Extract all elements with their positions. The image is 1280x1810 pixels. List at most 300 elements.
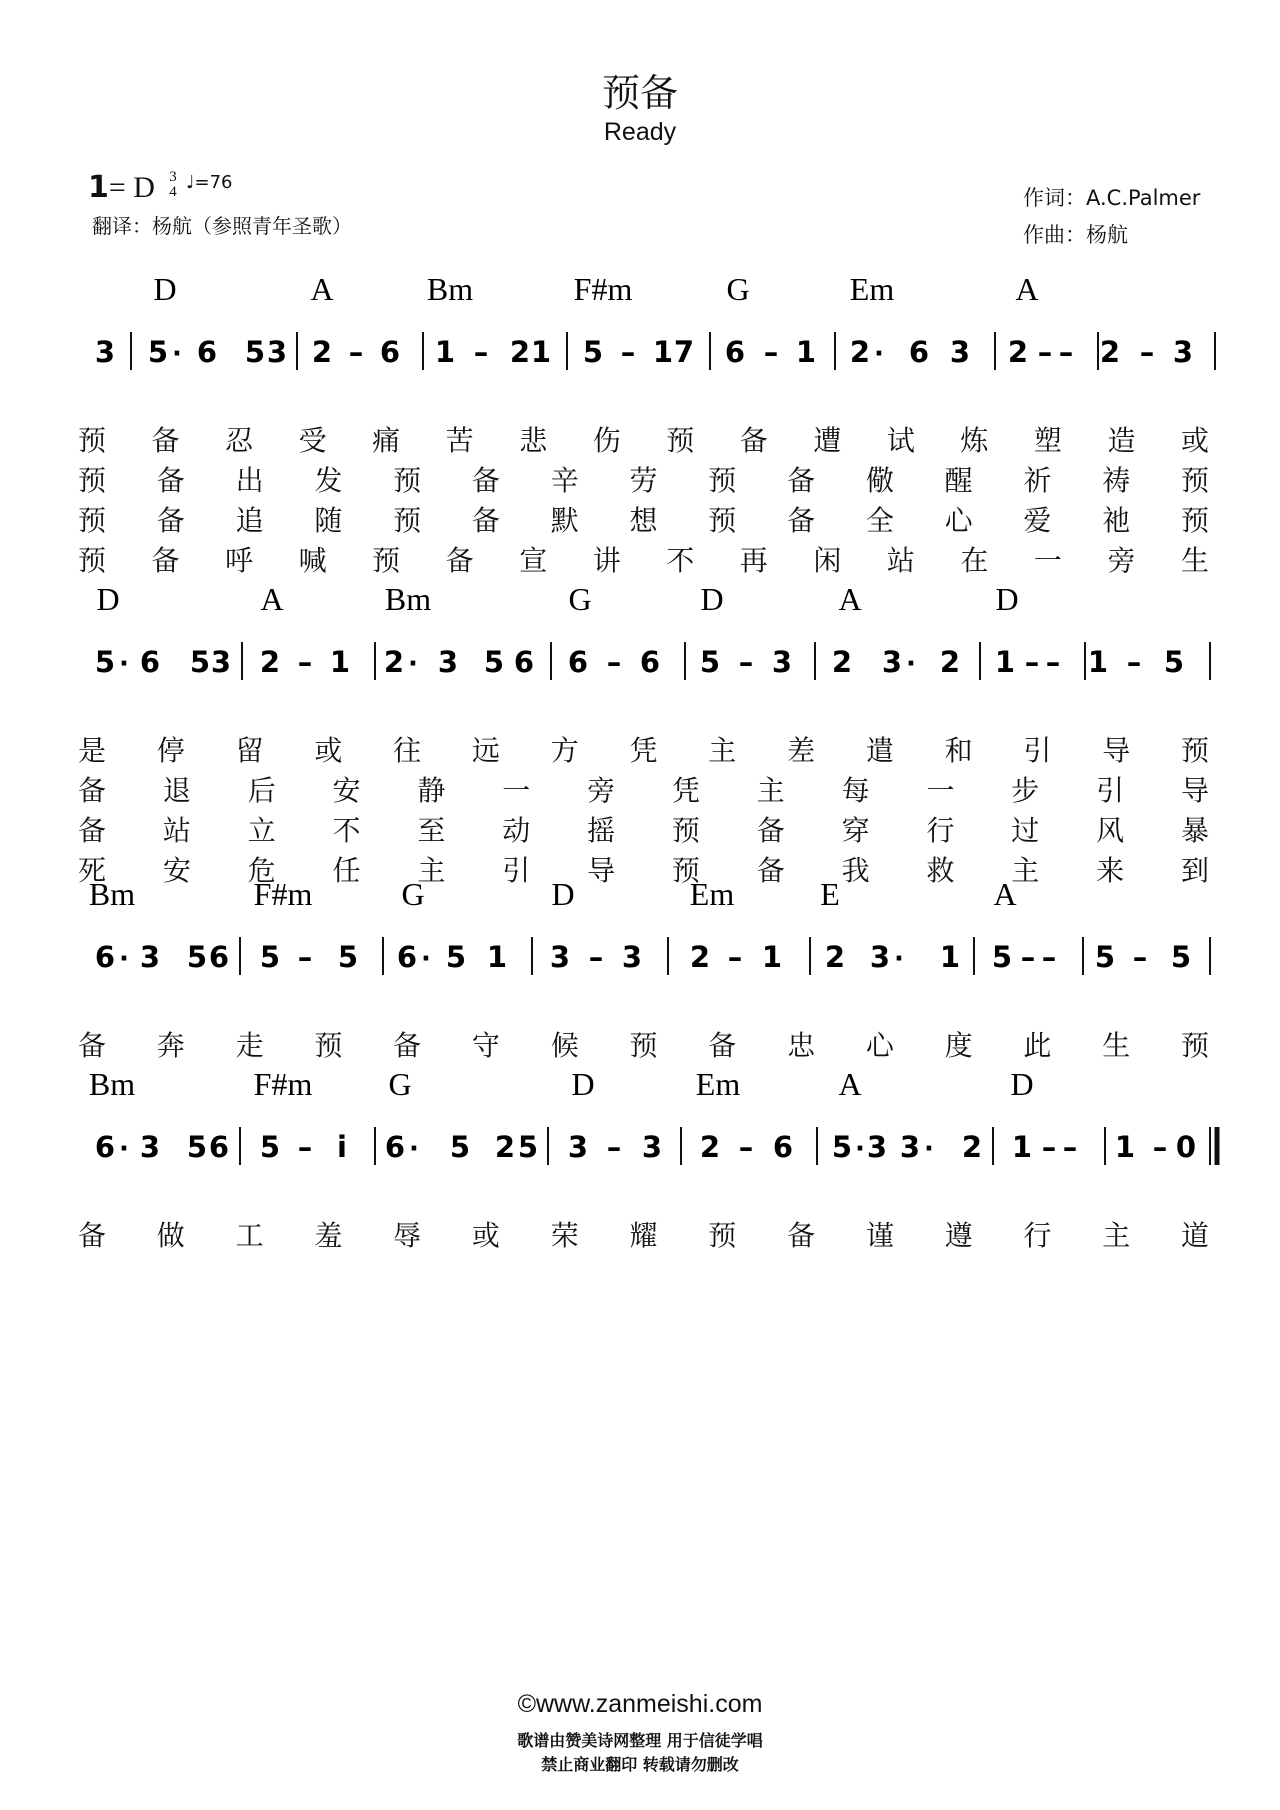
note: 2 xyxy=(689,940,711,974)
lyric-char: 暴 xyxy=(1181,814,1210,847)
note: 5 xyxy=(244,335,266,369)
note: 6 xyxy=(139,645,161,679)
note: 2 xyxy=(259,645,281,679)
chord-symbol: A xyxy=(1015,271,1039,307)
lyric-char: 方 xyxy=(550,734,579,767)
lyric-char: 遵 xyxy=(944,1219,973,1252)
lyric-char: 备 xyxy=(787,1219,816,1252)
lyric-char: 痛 xyxy=(372,424,401,457)
lyric-char: 引 xyxy=(502,854,531,887)
note: 3 xyxy=(1172,335,1194,369)
lyric-char: 退 xyxy=(162,774,191,807)
lyric-char: 心 xyxy=(865,1029,894,1062)
translator-credit: 翻译：杨航（参照青年圣歌） xyxy=(92,214,352,238)
lyric-char: 一 xyxy=(1033,544,1062,577)
footer-website xyxy=(0,1690,1280,1719)
chord-symbol: D xyxy=(96,581,120,617)
lyric-char: 远 xyxy=(471,734,500,767)
note: 6 xyxy=(384,1130,406,1164)
note: 3 xyxy=(641,1130,663,1164)
lyric-char: 预 xyxy=(78,424,107,457)
lyric-char: 不 xyxy=(332,814,361,847)
lyric-char: 塑 xyxy=(1033,424,1062,457)
lyric-char: 预 xyxy=(708,504,737,537)
dash-extension: – xyxy=(348,335,364,369)
lyric-char: 我 xyxy=(841,854,870,887)
lyric-char: 预 xyxy=(1181,504,1210,537)
lyric-char: 预 xyxy=(1181,734,1210,767)
note: 1 xyxy=(939,940,961,974)
dash-extension: – xyxy=(1062,1130,1078,1164)
chord-symbol: D xyxy=(153,271,177,307)
note: 2 xyxy=(311,335,333,369)
lyric-char: 预 xyxy=(393,464,422,497)
lyric-char: 备 xyxy=(151,424,180,457)
chord-symbol: Em xyxy=(689,876,735,912)
dash-extension: – xyxy=(1132,940,1148,974)
lyric-char: 做 xyxy=(156,1219,185,1252)
lyric-char: 生 xyxy=(1181,544,1210,577)
lyric-char: 差 xyxy=(787,734,816,767)
lyric-char: 站 xyxy=(162,814,191,847)
augmentation-dot: · xyxy=(119,944,129,974)
augmentation-dot: · xyxy=(119,649,129,679)
note: 5 xyxy=(147,335,169,369)
dash-extension: – xyxy=(620,335,636,369)
lyric-char: 备 xyxy=(156,464,185,497)
lyric-char: 穿 xyxy=(841,814,870,847)
chord-symbol: D xyxy=(995,581,1019,617)
lyric-char: 备 xyxy=(78,1219,107,1252)
lyric-char: 预 xyxy=(78,504,107,537)
lyric-char: 主 xyxy=(1102,1219,1131,1252)
note: 1 xyxy=(652,335,674,369)
note: 5 xyxy=(991,940,1013,974)
dash-extension: – xyxy=(473,335,489,369)
augmentation-dot: · xyxy=(409,1134,419,1164)
augmentation-dot: · xyxy=(924,1134,934,1164)
note: 3 xyxy=(567,1130,589,1164)
lyric-char: 预 xyxy=(78,544,107,577)
note: 5 xyxy=(259,1130,281,1164)
chord-symbol: A xyxy=(993,876,1017,912)
lyric-char: 再 xyxy=(739,544,768,577)
lyric-char: 备 xyxy=(393,1029,422,1062)
lyric-char: 引 xyxy=(1023,734,1052,767)
lyric-char: 往 xyxy=(393,734,422,767)
lyric-char: 站 xyxy=(886,544,915,577)
lyric-char: 安 xyxy=(332,774,361,807)
lyric-char: 遭 xyxy=(813,424,842,457)
lyric-char: 行 xyxy=(926,814,955,847)
note: 6 xyxy=(724,335,746,369)
lyric-char: 祷 xyxy=(1102,464,1131,497)
chord-symbol: Bm xyxy=(426,271,474,307)
note: 3 xyxy=(621,940,643,974)
note: 3 xyxy=(866,1130,888,1164)
footer-note-1: 歌谱由赞美诗网整理 用于信徒学唱 xyxy=(517,1731,763,1750)
lyric-char: 备 xyxy=(708,1029,737,1062)
lyric-char: 生 xyxy=(1102,1029,1131,1062)
lyric-char: 备 xyxy=(78,1029,107,1062)
lyric-char: 备 xyxy=(471,464,500,497)
lyric-char: 过 xyxy=(1011,814,1040,847)
note: 6 xyxy=(772,1130,794,1164)
chord-symbol: G xyxy=(388,1066,412,1102)
chord-symbol: Bm xyxy=(88,876,136,912)
footer-url-text[interactable]: www.zanmeishi.com xyxy=(535,1690,763,1718)
note: 2 xyxy=(509,335,531,369)
note: 6 xyxy=(396,940,418,974)
chord-symbol: F#m xyxy=(253,1066,313,1102)
lyric-char: 是 xyxy=(78,734,107,767)
note: 3 xyxy=(549,940,571,974)
chord-symbol: G xyxy=(726,271,750,307)
note: 1 xyxy=(486,940,508,974)
lyric-char: 备 xyxy=(445,544,474,577)
lyric-char: 安 xyxy=(162,854,191,887)
quarter-note-icon: ♩ xyxy=(186,172,195,193)
lyric-char: 炼 xyxy=(960,424,989,457)
note: 5 xyxy=(259,940,281,974)
chord-symbol: D xyxy=(1010,1066,1034,1102)
note: 3 xyxy=(899,1130,921,1164)
note: 3 xyxy=(210,645,232,679)
note: 2 xyxy=(824,940,846,974)
lyric-char: 耀 xyxy=(629,1219,658,1252)
augmentation-dot: · xyxy=(906,649,916,679)
note: 6 xyxy=(567,645,589,679)
dash-extension: – xyxy=(727,940,743,974)
note: 5 xyxy=(831,1130,853,1164)
lyric-char: 主 xyxy=(708,734,737,767)
lyric-char: 预 xyxy=(708,464,737,497)
lyric-char: 预 xyxy=(666,424,695,457)
note: 3 xyxy=(869,940,891,974)
note: 3 xyxy=(881,645,903,679)
time-bottom: 4 xyxy=(169,184,177,200)
lyric-char: 和 xyxy=(944,734,973,767)
lyric-char: 凭 xyxy=(671,774,700,807)
lyric-char: 道 xyxy=(1181,1219,1210,1252)
note: 3 xyxy=(266,335,288,369)
lyric-char: 走 xyxy=(235,1029,264,1062)
dash-extension: – xyxy=(1020,940,1036,974)
dash-extension: – xyxy=(1037,335,1053,369)
copyright-icon: © xyxy=(517,1690,536,1718)
note: 6 xyxy=(94,940,116,974)
lyric-char: 默 xyxy=(550,504,579,537)
note: 5 xyxy=(1170,940,1192,974)
note: 7 xyxy=(673,335,695,369)
chord-symbol: A xyxy=(260,581,284,617)
lyric-char: 爱 xyxy=(1023,504,1052,537)
note: 5 xyxy=(582,335,604,369)
chord-symbol: F#m xyxy=(573,271,633,307)
note: 6 xyxy=(908,335,930,369)
lyric-char: 任 xyxy=(332,854,361,887)
note: 1 xyxy=(1114,1130,1136,1164)
lyric-char: 动 xyxy=(502,814,531,847)
lyric-char: 在 xyxy=(960,544,989,577)
note: 1 xyxy=(795,335,817,369)
lyric-char: 到 xyxy=(1181,854,1210,887)
note: 5 xyxy=(483,645,505,679)
note: 6 xyxy=(196,335,218,369)
lyric-char: 风 xyxy=(1096,814,1125,847)
lyricist-credit: 作词：A.C.Palmer xyxy=(1023,186,1201,210)
lyric-char: 喊 xyxy=(298,544,327,577)
lyric-char: 来 xyxy=(1096,854,1125,887)
lyric-char: 每 xyxy=(841,774,870,807)
note: 1 xyxy=(329,645,351,679)
note: 5 xyxy=(186,1130,208,1164)
chord-symbol: A xyxy=(838,1066,862,1102)
lyric-char: 一 xyxy=(502,774,531,807)
lyric-char: 荣 xyxy=(550,1219,579,1252)
lyric-char: 出 xyxy=(235,464,264,497)
note: 3 xyxy=(94,335,116,369)
lyric-char: 劳 xyxy=(629,464,658,497)
key-number: 1 xyxy=(88,170,109,205)
lyric-char: 主 xyxy=(417,854,446,887)
note: 1 xyxy=(434,335,456,369)
lyric-char: 主 xyxy=(756,774,785,807)
lyric-char: 心 xyxy=(944,504,973,537)
chord-symbol: G xyxy=(401,876,425,912)
augmentation-dot: · xyxy=(119,1134,129,1164)
note: 2 xyxy=(831,645,853,679)
note: 0 xyxy=(1175,1130,1197,1164)
lyric-char: 受 xyxy=(298,424,327,457)
dash-extension: – xyxy=(1058,335,1074,369)
dash-extension: – xyxy=(606,645,622,679)
chord-symbol: A xyxy=(310,271,334,307)
note: 3 xyxy=(771,645,793,679)
lyric-char: 预 xyxy=(708,1219,737,1252)
note: 1 xyxy=(761,940,783,974)
song-subtitle: Ready xyxy=(603,118,677,146)
note: 5 xyxy=(189,645,211,679)
note: 2 xyxy=(699,1130,721,1164)
note: i xyxy=(337,1130,347,1164)
augmentation-dot: · xyxy=(855,1134,865,1164)
chord-symbol: Bm xyxy=(384,581,432,617)
note: 2 xyxy=(961,1130,983,1164)
dash-extension: – xyxy=(588,940,604,974)
dash-extension: – xyxy=(763,335,779,369)
lyric-char: 停 xyxy=(156,734,185,767)
augmentation-dot: · xyxy=(172,339,182,369)
dash-extension: – xyxy=(1139,335,1155,369)
note: 5 xyxy=(699,645,721,679)
lyric-char: 试 xyxy=(886,424,915,457)
chord-symbol: G xyxy=(568,581,592,617)
note: 2 xyxy=(1099,335,1121,369)
note: 2 xyxy=(939,645,961,679)
augmentation-dot: · xyxy=(421,944,431,974)
lyric-char: 至 xyxy=(417,814,446,847)
dash-extension: – xyxy=(738,1130,754,1164)
note: 3 xyxy=(139,1130,161,1164)
lyric-char: 遣 xyxy=(865,734,894,767)
lyric-char: 预 xyxy=(629,1029,658,1062)
lyric-char: 奔 xyxy=(156,1029,185,1062)
note: 3 xyxy=(139,940,161,974)
lyric-char: 预 xyxy=(314,1029,343,1062)
lyric-char: 伤 xyxy=(592,424,621,457)
lyric-char: 度 xyxy=(944,1029,973,1062)
lyric-char: 立 xyxy=(247,814,276,847)
lyric-char: 此 xyxy=(1023,1029,1052,1062)
lyric-char: 备 xyxy=(78,814,107,847)
dash-extension: – xyxy=(1126,645,1142,679)
lyric-char: 发 xyxy=(314,464,343,497)
lyric-char: 引 xyxy=(1096,774,1125,807)
lyric-char: 随 xyxy=(314,504,343,537)
lyric-char: 忠 xyxy=(787,1029,816,1062)
note: 2 xyxy=(383,645,405,679)
chord-symbol: F#m xyxy=(253,876,313,912)
key-equals: = xyxy=(108,171,126,204)
lyric-char: 追 xyxy=(235,504,264,537)
chord-symbol: Em xyxy=(695,1066,741,1102)
lyric-char: 苦 xyxy=(445,424,474,457)
note: 6 xyxy=(513,645,535,679)
lyric-char: 辱 xyxy=(393,1219,422,1252)
lyric-char: 呼 xyxy=(225,544,254,577)
lyric-char: 祈 xyxy=(1023,464,1052,497)
lyric-char: 备 xyxy=(756,814,785,847)
lyric-char: 工 xyxy=(235,1219,264,1252)
key-letter: D xyxy=(133,171,155,204)
note: 5 xyxy=(186,940,208,974)
note: 5 xyxy=(517,1130,539,1164)
lyric-char: 静 xyxy=(417,774,446,807)
lyric-char: 凭 xyxy=(629,734,658,767)
note: 2 xyxy=(494,1130,516,1164)
lyric-char: 全 xyxy=(865,504,894,537)
chord-symbol: Em xyxy=(849,271,895,307)
dash-extension: – xyxy=(606,1130,622,1164)
lyric-char: 备 xyxy=(787,504,816,537)
lyric-char: 想 xyxy=(629,504,658,537)
lyric-char: 一 xyxy=(926,774,955,807)
lyric-char: 备 xyxy=(151,544,180,577)
lyric-char: 备 xyxy=(756,854,785,887)
lyric-char: 危 xyxy=(247,854,276,887)
lyric-char: 备 xyxy=(787,464,816,497)
lyric-char: 旁 xyxy=(587,774,616,807)
note: 3 xyxy=(949,335,971,369)
song-title: 预备 xyxy=(601,71,678,115)
lyric-char: 或 xyxy=(1181,424,1210,457)
dash-extension: – xyxy=(297,645,313,679)
dash-extension: – xyxy=(738,645,754,679)
lyric-char: 候 xyxy=(550,1029,579,1062)
augmentation-dot: · xyxy=(408,649,418,679)
lyric-char: 死 xyxy=(78,854,107,887)
chord-symbol: D xyxy=(700,581,724,617)
lyric-char: 或 xyxy=(471,1219,500,1252)
lyric-char: 留 xyxy=(235,734,264,767)
tempo-value: =76 xyxy=(194,172,233,193)
note: 5 xyxy=(94,645,116,679)
dash-extension: – xyxy=(1045,645,1061,679)
lyric-char: 备 xyxy=(739,424,768,457)
lyric-char: 步 xyxy=(1011,774,1040,807)
lyric-char: 儆 xyxy=(865,464,894,497)
chord-symbol: Bm xyxy=(88,1066,136,1102)
lyric-char: 守 xyxy=(471,1029,500,1062)
note: 5 xyxy=(449,1130,471,1164)
chord-symbol: E xyxy=(820,876,840,912)
note: 2 xyxy=(849,335,871,369)
augmentation-dot: · xyxy=(894,944,904,974)
chord-symbol: A xyxy=(838,581,862,617)
lyric-char: 预 xyxy=(372,544,401,577)
lyric-char: 导 xyxy=(1102,734,1131,767)
note: 1 xyxy=(1087,645,1109,679)
lyric-char: 预 xyxy=(393,504,422,537)
lyric-char: 预 xyxy=(1181,464,1210,497)
lyric-char: 悲 xyxy=(519,424,548,457)
note: 6 xyxy=(94,1130,116,1164)
time-top: 3 xyxy=(169,169,177,185)
note: 2 xyxy=(1007,335,1029,369)
chord-symbol: D xyxy=(551,876,575,912)
composer-credit: 作曲：杨航 xyxy=(1023,223,1128,247)
chord-symbol: D xyxy=(571,1066,595,1102)
dash-extension: – xyxy=(1152,1130,1168,1164)
lyric-char: 谨 xyxy=(865,1219,894,1252)
lyric-char: 羞 xyxy=(314,1219,343,1252)
dash-extension: – xyxy=(1041,1130,1057,1164)
dash-extension: – xyxy=(1024,645,1040,679)
lyric-char: 导 xyxy=(587,854,616,887)
footer-note-2: 禁止商业翻印 转载请勿删改 xyxy=(541,1755,739,1774)
lyric-char: 忍 xyxy=(225,424,254,457)
lyric-char: 预 xyxy=(671,854,700,887)
note: 1 xyxy=(1011,1130,1033,1164)
lyric-char: 导 xyxy=(1181,774,1210,807)
note: 1 xyxy=(994,645,1016,679)
dash-extension: – xyxy=(1041,940,1057,974)
augmentation-dot: · xyxy=(874,339,884,369)
note: 6 xyxy=(208,940,230,974)
lyric-char: 后 xyxy=(247,774,276,807)
lyric-char: 备 xyxy=(471,504,500,537)
lyric-char: 行 xyxy=(1023,1219,1052,1252)
lyric-char: 预 xyxy=(78,464,107,497)
dash-extension: – xyxy=(297,1130,313,1164)
note: 5 xyxy=(1163,645,1185,679)
lyric-char: 造 xyxy=(1107,424,1136,457)
lyric-char: 摇 xyxy=(587,814,616,847)
note: 6 xyxy=(639,645,661,679)
note: 1 xyxy=(530,335,552,369)
lyric-char: 救 xyxy=(926,854,955,887)
lyric-char: 主 xyxy=(1011,854,1040,887)
note: 3 xyxy=(437,645,459,679)
lyric-char: 醒 xyxy=(944,464,973,497)
lyric-char: 宣 xyxy=(519,544,548,577)
lyric-char: 讲 xyxy=(592,544,621,577)
note: 6 xyxy=(379,335,401,369)
lyric-char: 闲 xyxy=(813,544,842,577)
note: 5 xyxy=(337,940,359,974)
lyric-char: 祂 xyxy=(1102,504,1131,537)
